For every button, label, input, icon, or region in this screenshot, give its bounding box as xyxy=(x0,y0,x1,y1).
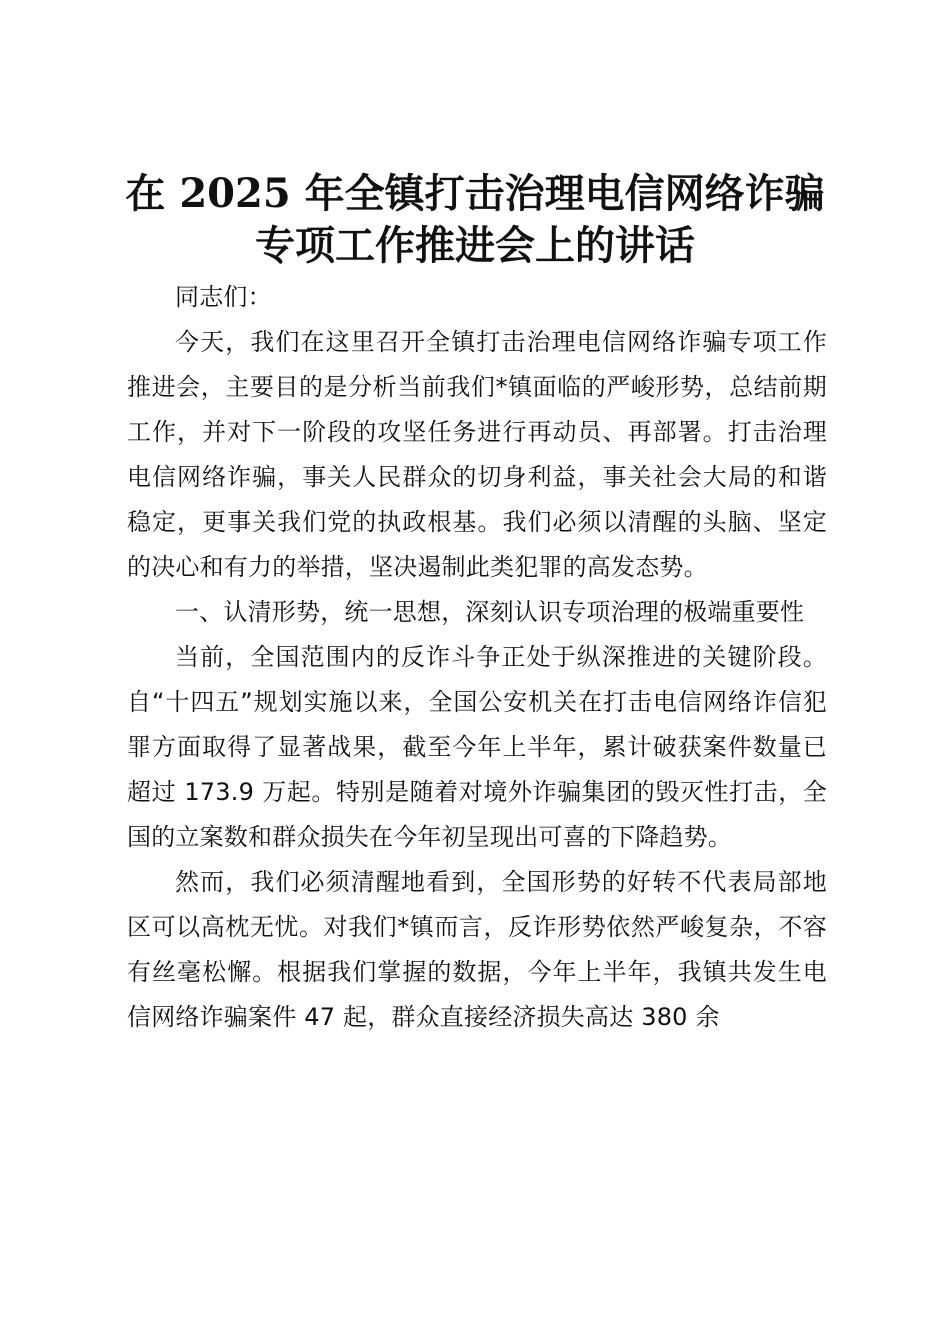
document-title-line2: 专项工作推进会上的讲话 xyxy=(255,222,695,269)
salutation: 同志们： xyxy=(175,283,272,311)
intro-paragraph: 今天，我们在这里召开全镇打击治理电信网络诈骗专项工作推进会，主要目的是分析当前我们*镇面临的严峻形势，总结前期工作，并对下一阶段的攻坚任务进行再动员、再部署。打击治理电信网络诈骗，事关人民群众的切身利益，事关社会大局的和谐稳定，更事关我们党的执政根基。我们必须以清醒的头脑、坚定的决心和有力的举措，坚决遏制此类犯罪的高发态势。 xyxy=(127,328,827,581)
section1-paragraph-2: 然而，我们必须清醒地看到，全国形势的好转不代表局部地区可以高枕无忧。对我们*镇而言，反诈形势依然严峻复杂，不容有丝毫松懈。根据我们掌握的数据，今年上半年，我镇共发生电信网络诈骗案件 47 起，群众直接经济损失高达 380 余 xyxy=(127,868,827,1031)
document-body xyxy=(127,275,827,1040)
section-heading-1: 一、认清形势，统一思想，深刻认识专项治理的极端重要性 xyxy=(175,598,805,626)
document-title-line1: 在 2025 年全镇打击治理电信网络诈骗 xyxy=(125,170,825,217)
section1-paragraph-1: 当前，全国范围内的反诈斗争正处于纵深推进的关键阶段。自“十四五”规划实施以来，全国公安机关在打击电信网络诈信犯罪方面取得了显著战果，截至今年上半年，累计破获案件数量已超过 173.9 万起。特别是随着对境外诈骗集团的毁灭性打击，全国的立案数和群众损失在今年初呈现出可喜的下降趋势。 xyxy=(127,643,827,851)
